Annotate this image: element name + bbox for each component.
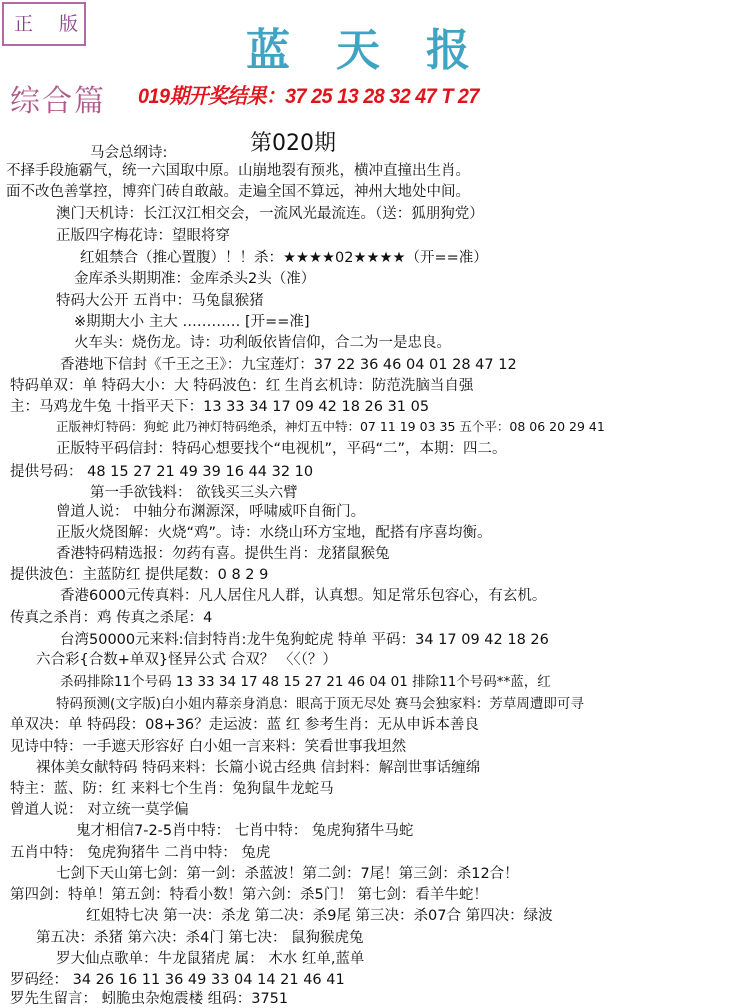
text-line: 罗码经： 34 26 16 11 36 49 33 04 14 21 46 41	[10, 972, 345, 988]
section-label: 综合篇	[10, 84, 106, 119]
text-line: 香港特码精选报：勿药有喜。提供生肖：龙猪鼠猴兔	[56, 546, 390, 562]
text-line: 金库杀头期期准：金库杀头2头（准）	[74, 271, 316, 287]
text-line: 曾道人说： 中轴分布渊源深，呼啸威吓自衙门。	[56, 504, 366, 520]
text-line: 台湾50000元来料:信封特肖:龙牛兔狗蛇虎 特单 平码：34 17 09 42 18 26	[60, 632, 549, 648]
text-line: 六合彩{合数+单双}怪异公式 合双？ 〈〈（？）	[36, 652, 337, 668]
text-line: 单双决：单 特码段：08+36？走运波：蓝 红 参考生肖：无从申诉本善良	[10, 717, 479, 733]
text-line: 五肖中特： 兔虎狗猪牛 二肖中特： 兔虎	[10, 845, 271, 861]
text-line: 罗大仙点歌单：牛龙鼠猪虎 属： 木水 红单,蓝单	[56, 951, 365, 967]
text-line: ※期期大小 主大 ………… [开==准]	[74, 314, 310, 330]
text-line: 杀码排除11个号码 13 33 34 17 48 15 27 21 46 04 01 排除11个号码**蓝，红	[60, 674, 551, 690]
text-line: 裸体美女献特码 特码来料：长篇小说古经典 信封料：解剖世事话缠绵	[36, 760, 481, 776]
text-line: 澳门天机诗：长江汉江相交会，一流风光最流连。（送：狐朋狗党）	[56, 206, 484, 222]
text-line: 特主：蓝、防：红 来料七个生肖：兔狗鼠牛龙蛇马	[10, 781, 334, 797]
text-line: 曾道人说： 对立统一莫学偏	[10, 802, 189, 818]
issue-number: 第020期	[250, 131, 336, 156]
text-line: 红姐特七决 第一决：杀龙 第二决：杀9尾 第三决：杀07合 第四决：绿波	[86, 908, 553, 924]
text-line: 特码单双：单 特码大小：大 特码波色：红 生肖玄机诗：防范洗脑当自强	[10, 378, 474, 394]
text-line: 正版神灯特码：狗蛇 此乃神灯特码绝杀，神灯五中特：07 11 19 03 35 五个平：08 06 20 29 41	[56, 419, 605, 434]
text-line: 正版特平码信封：特码心想要找个“电视机”，平码“二”，本期：四二。	[56, 441, 507, 457]
text-line: 马会总纲诗:	[90, 145, 168, 161]
text-line: 第一手欲钱料： 欲钱买三头六臂	[90, 485, 298, 501]
text-line: 香港6000元传真料：凡人居住凡人群，认真想。知足常乐包容心，有玄机。	[60, 588, 547, 604]
text-line: 提供波色：主蓝防红 提供尾数：0 8 2 9	[10, 567, 269, 583]
text-line: 七剑下天山第七剑：第一剑：杀蓝波！第二剑：7尾！第三剑：杀12合！	[56, 866, 519, 882]
text-line: 鬼才相信7-2-5肖中特： 七肖中特： 兔虎狗猪牛马蛇	[76, 823, 414, 839]
text-line: 第五决：杀猪 第六决：杀4门 第七决： 鼠狗猴虎兔	[36, 930, 364, 946]
text-line: 正版火烧图解：火烧“鸡”。诗：水绕山环方宝地，配搭有序喜均衡。	[56, 525, 492, 541]
text-line: 主：马鸡龙牛兔 十指平天下：13 33 34 17 09 42 18 26 31 05	[10, 399, 430, 415]
text-line: 传真之杀肖：鸡 传真之杀尾：4	[10, 610, 213, 626]
text-line: 不择手段施霸气，统一六国取中原。山崩地裂有预兆，横冲直撞出生肖。	[6, 163, 470, 179]
text-line: 火车头：烧伤龙。诗：功利皈依皆信仰，合二为一是忠良。	[74, 335, 451, 351]
text-line: 见诗中特：一手遮天形容好 白小姐一言来料：笑看世事我坦然	[10, 739, 407, 755]
newspaper-title: 蓝天报	[246, 25, 516, 76]
text-line: 特码大公开 五肖中：马兔鼠猴猪	[56, 293, 264, 309]
text-line: 香港地下信封《千王之王》：九宝莲灯：37 22 36 46 04 01 28 47 12	[60, 357, 517, 373]
draw-result-banner: 019期开奖结果：37 25 13 28 32 47 T 27	[138, 85, 479, 108]
text-line: 红姐禁合（推心置腹）！！杀：★★★★02★★★★（开==准）	[80, 250, 488, 266]
text-line: 特码预测(文字版)白小姐内幕亲身消息：眼高于顶无尽处 赛马会独家料：芳草周遭即可寻	[56, 696, 584, 712]
genuine-stamp: 正 版	[2, 2, 86, 46]
text-line: 面不改色善掌控，博弈门砖自敢敲。走遍全国不算远，神州大地处中间。	[6, 184, 470, 200]
text-line: 罗先生留言： 蚓脆虫杂炮震楼 组码：3751	[10, 991, 289, 1007]
text-line: 正版四字梅花诗：望眼将穿	[56, 228, 230, 244]
text-line: 第四剑：特单！第五剑：特看小数！第六剑：杀5门！ 第七剑：看羊牛蛇！	[10, 887, 488, 903]
text-line: 提供号码： 48 15 27 21 49 39 16 44 32 10	[10, 464, 314, 480]
